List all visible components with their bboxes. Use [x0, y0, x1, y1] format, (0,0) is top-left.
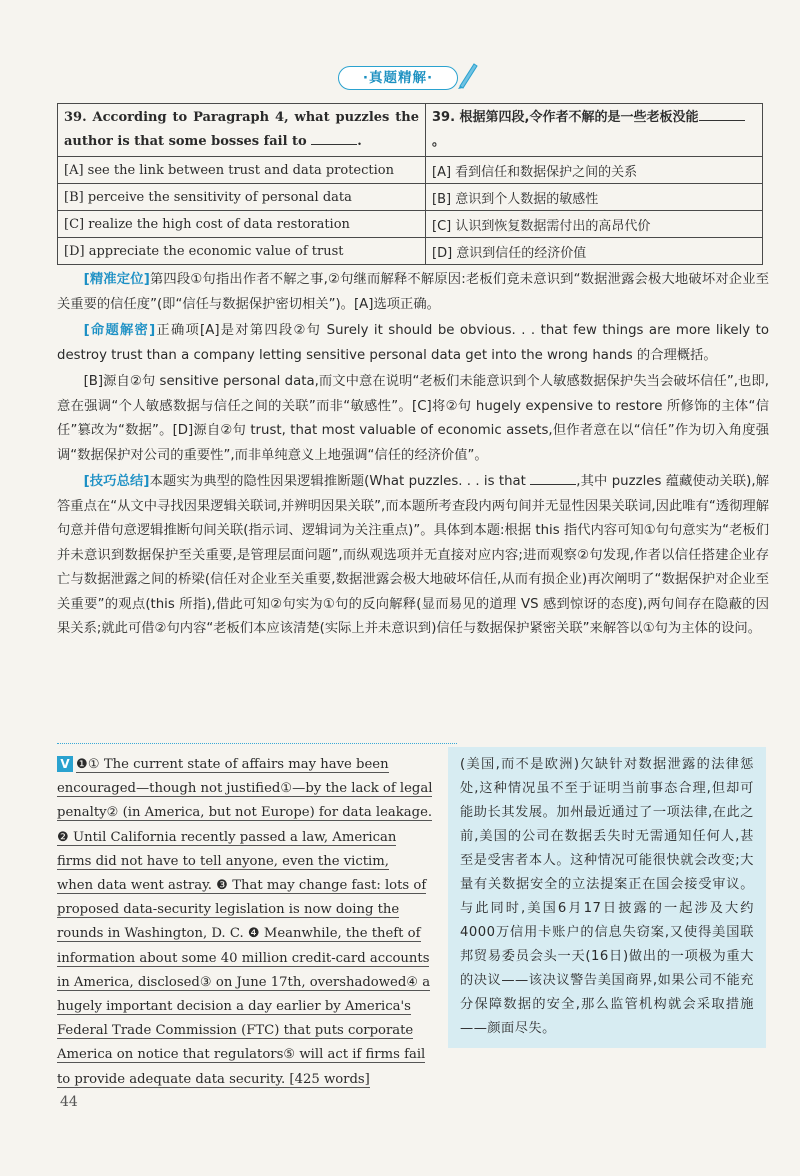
- analysis-decoding: [命题解密]正确项[A]是对第四段②句 Surely it should be obvious. . . that few things are more likely to destroy trust than a company letting sensitive personal data get into the wrong hands 的合理概括。: [57, 323, 769, 363]
- option-b-en: [B] perceive the sensitivity of personal data: [58, 184, 426, 211]
- tag-decoding: [命题解密]: [83, 323, 156, 338]
- analysis-positioning: [精准定位]第四段①句指出作者不解之事,②句继而解释不解原因:老板们竟未意识到“数据泄露会极大地破坏对企业至关重要的信任度”(即“信任与数据保护密切相关”)。[A]选项正确。: [57, 272, 770, 312]
- analysis-section: [57, 268, 769, 644]
- analysis-technique: [技巧总结]本题实为典型的隐性因果逻辑推断题(What puzzles. . . is that ,其中 puzzles 蕴藏使动关联),解答重点在“从文中寻找因果逻辑关联词,并辨明因果关联”,而本题所考查段内两句间并无显性因果关联词,因此唯有“透彻理解句意并借句意逻辑推断句间关联(指示词、逻辑词为关注重点)”。具体到本题:根据 this 指代内容可知①句句意实为“老板们并未意识到数据保护至关重要,是管理层面问题”,而纵观选项并无直接对应内容;进而观察②句发现,作者以信任搭建企业存亡与数据泄露之间的桥梁(信任对企业至关重要,数据泄露会极大地破坏信任,从而有损企业)再次阐明了“数据保护对企业至关重要”的观点(this 所指),借此可知②句实为①句的反向解释(显而易见的道理 VS 感到惊讶的态度),两句间存在隐蔽的因果关系;就此可借②句内容“老板们本应该清楚(实际上并未意识到)信任与数据保护紧密关联”来解答以①句为主体的设问。: [57, 474, 769, 636]
- option-d-zh: [D] 意识到信任的经济价值: [426, 238, 763, 265]
- passage-line: rounds in Washington, D. C. ❹ Meanwhile, the theft of: [57, 926, 421, 942]
- option-c-en: [C] realize the high cost of data restoration: [58, 211, 426, 238]
- passage-line: hugely important decision a day earlier by America's: [57, 999, 411, 1015]
- passage-line: when data went astray. ❸ That may change fast: lots of: [57, 878, 427, 894]
- analysis-distractors: [B]源自②句 sensitive personal data,而文中意在说明“老板们未能意识到个人敏感数据保护失当会破坏信任”,也即,意在强调“个人敏感数据与信任之间的关联”而非“敏感性”。[C]将②句 hugely expensive to restore 所修饰的主体“信任”篡改为“数据”。[D]源自②句 trust, that most valuable of economic assets,但作者意在以“信任”作为切入角度强调“数据保护对公司的重要性”,而非单纯意义上地强调“信任的经济价值”。: [57, 374, 769, 463]
- passage-line: encouraged—though not justified①—by the lack of legal: [57, 781, 433, 797]
- passage-line: firms did not have to tell anyone, even the victim,: [57, 853, 389, 869]
- passage-line: America on notice that regulators⑤ will act if firms fail: [57, 1047, 426, 1063]
- question-stem-zh: 39. 根据第四段,令作者不解的是一些老板没能。: [426, 104, 763, 157]
- passage-english: [57, 753, 433, 1092]
- option-d-en: [D] appreciate the economic value of trust: [58, 238, 426, 265]
- passage-line: in America, disclosed③ on June 17th, overshadowed④ a: [57, 974, 431, 990]
- option-a-en: [A] see the link between trust and data protection: [58, 157, 426, 184]
- passage-line: information about some 40 million credit-card accounts: [57, 950, 430, 966]
- paragraph-badge: V: [57, 756, 73, 772]
- tag-positioning: [精准定位]: [83, 272, 150, 287]
- passage-line: penalty② (in America, but not Europe) for data leakage.: [57, 805, 433, 821]
- tag-technique: [技巧总结]: [83, 474, 150, 489]
- passage-translation: (美国,而不是欧洲)欠缺针对数据泄露的法律惩处,这种情况虽不至于证明当前事态合理,但却可能助长其发展。加州最近通过了一项法律,在此之前,美国的公司在数据丢失时无需通知任何人,甚至是受害者本人。这种情况可能很快就会改变;大量有关数据安全的立法提案正在国会接受审议。与此同时,美国6月17日披露的一起涉及大约4000万信用卡账户的信息失窃案,又使得美国联邦贸易委员会头一天(16日)做出的一项极为重大的决议——该决议警告美国商界,如果公司不能充分保障数据的安全,那么监管机构就会采取措施——颜面尽失。: [448, 747, 766, 1048]
- passage-line: V ❶① The current state of affairs may have been: [57, 753, 433, 777]
- passage-line: Federal Trade Commission (FTC) that puts corporate: [57, 1023, 414, 1039]
- question-stem-en: 39. According to Paragraph 4, what puzzles the author is that some bosses fail to .: [58, 104, 426, 157]
- option-b-zh: [B] 意识到个人数据的敏感性: [426, 184, 763, 211]
- option-a-zh: [A] 看到信任和数据保护之间的关系: [426, 157, 763, 184]
- banner-title: ·真题精解·: [338, 66, 458, 90]
- question-table: [57, 103, 763, 265]
- option-c-zh: [C] 认识到恢复数据需付出的高昂代价: [426, 211, 763, 238]
- section-banner: [330, 60, 480, 92]
- passage-line: ❷ Until California recently passed a law, American: [57, 829, 397, 845]
- pen-icon: [456, 60, 480, 90]
- passage-line: to provide adequate data security. [425 words]: [57, 1071, 370, 1087]
- page-number: 44: [60, 1094, 78, 1110]
- section-divider: [57, 743, 457, 744]
- passage-line: proposed data-security legislation is now doing the: [57, 902, 400, 918]
